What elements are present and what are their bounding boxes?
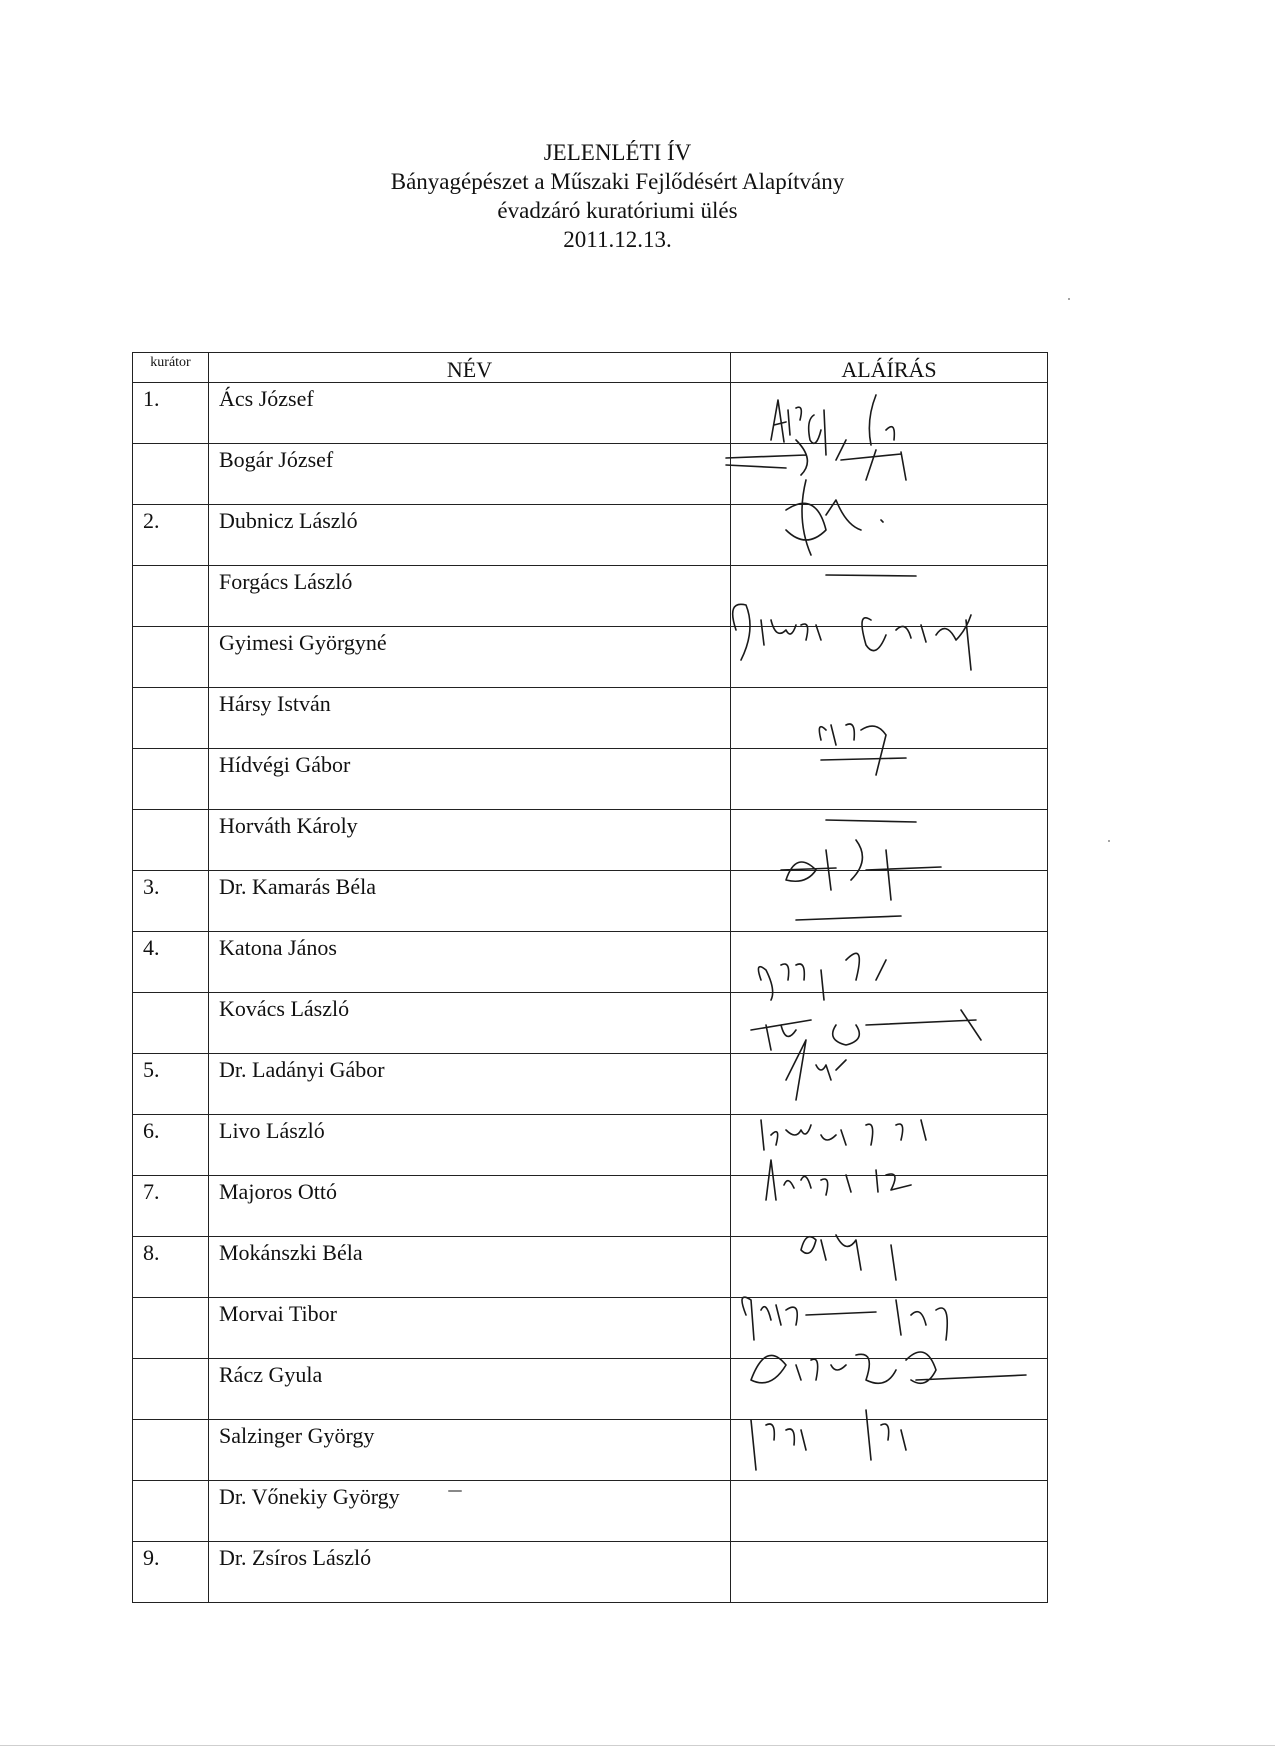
meeting-date: 2011.12.13. bbox=[563, 227, 672, 252]
kurator-number: 6. bbox=[133, 1115, 209, 1176]
table-row bbox=[133, 993, 1048, 1054]
table-row bbox=[133, 1176, 1048, 1237]
table-row bbox=[133, 1237, 1048, 1298]
signature-cell bbox=[731, 1359, 1048, 1420]
attendance-table bbox=[132, 352, 1048, 1603]
member-name: Livo László bbox=[209, 1115, 731, 1176]
signature-cell bbox=[731, 871, 1048, 932]
signature-cell bbox=[731, 566, 1048, 627]
member-name: Dubnicz László bbox=[209, 505, 731, 566]
signature-cell bbox=[731, 993, 1048, 1054]
kurator-number: 5. bbox=[133, 1054, 209, 1115]
table-row bbox=[133, 505, 1048, 566]
scan-edge-line bbox=[0, 1745, 1275, 1746]
table-row bbox=[133, 932, 1048, 993]
table-row bbox=[133, 810, 1048, 871]
table-row bbox=[133, 1054, 1048, 1115]
table-row bbox=[133, 1115, 1048, 1176]
table-row bbox=[133, 1298, 1048, 1359]
signature-cell bbox=[731, 1481, 1048, 1542]
signature-cell bbox=[731, 505, 1048, 566]
member-name: Morvai Tibor bbox=[209, 1298, 731, 1359]
document-header bbox=[0, 138, 1235, 254]
kurator-number bbox=[133, 810, 209, 871]
kurator-number bbox=[133, 566, 209, 627]
member-name: Majoros Ottó bbox=[209, 1176, 731, 1237]
table-row bbox=[133, 1542, 1048, 1603]
organization-name: Bányagépészet a Műszaki Fejlődésért Alapítvány bbox=[390, 169, 845, 194]
header-signature: ALÁÍRÁS bbox=[731, 353, 1048, 383]
table-row bbox=[133, 627, 1048, 688]
signature-cell bbox=[731, 1237, 1048, 1298]
kurator-number: 3. bbox=[133, 871, 209, 932]
signature-cell bbox=[731, 1176, 1048, 1237]
table-row bbox=[133, 1359, 1048, 1420]
member-name: Hídvégi Gábor bbox=[209, 749, 731, 810]
signature-cell bbox=[731, 810, 1048, 871]
table-row bbox=[133, 749, 1048, 810]
kurator-number bbox=[133, 627, 209, 688]
signature-cell bbox=[731, 1420, 1048, 1481]
kurator-number: 1. bbox=[133, 383, 209, 444]
signature-cell bbox=[731, 932, 1048, 993]
member-name: Gyimesi Györgyné bbox=[209, 627, 731, 688]
scan-speck bbox=[1108, 840, 1110, 842]
kurator-number bbox=[133, 1359, 209, 1420]
signature-cell bbox=[731, 1054, 1048, 1115]
document-title: JELENLÉTI ÍV bbox=[543, 140, 692, 165]
kurator-number: 4. bbox=[133, 932, 209, 993]
member-name: Forgács László bbox=[209, 566, 731, 627]
kurator-number: 9. bbox=[133, 1542, 209, 1603]
member-name: Dr. Ladányi Gábor bbox=[209, 1054, 731, 1115]
attendance-rows bbox=[133, 383, 1048, 1603]
member-name: Salzinger György bbox=[209, 1420, 731, 1481]
scan-speck bbox=[448, 1490, 462, 1492]
member-name: Katona János bbox=[209, 932, 731, 993]
kurator-number: 8. bbox=[133, 1237, 209, 1298]
kurator-number bbox=[133, 993, 209, 1054]
table-header-row bbox=[133, 353, 1048, 383]
header-kurator: kurátor bbox=[133, 353, 209, 383]
member-name: Hársy István bbox=[209, 688, 731, 749]
kurator-number bbox=[133, 1298, 209, 1359]
header-name: NÉV bbox=[209, 353, 731, 383]
signature-cell bbox=[731, 1542, 1048, 1603]
kurator-number bbox=[133, 1420, 209, 1481]
signature-cell bbox=[731, 444, 1048, 505]
kurator-number bbox=[133, 749, 209, 810]
signature-cell bbox=[731, 627, 1048, 688]
table-row bbox=[133, 1420, 1048, 1481]
signature-cell bbox=[731, 1115, 1048, 1176]
member-name: Dr. Zsíros László bbox=[209, 1542, 731, 1603]
member-name: Bogár József bbox=[209, 444, 731, 505]
member-name: Dr. Kamarás Béla bbox=[209, 871, 731, 932]
table-row bbox=[133, 444, 1048, 505]
table-row bbox=[133, 688, 1048, 749]
member-name: Rácz Gyula bbox=[209, 1359, 731, 1420]
member-name: Dr. Vőnekiy György bbox=[209, 1481, 731, 1542]
kurator-number bbox=[133, 688, 209, 749]
table-row bbox=[133, 566, 1048, 627]
table-row bbox=[133, 383, 1048, 444]
table-row bbox=[133, 1481, 1048, 1542]
signature-cell bbox=[731, 749, 1048, 810]
member-name: Mokánszki Béla bbox=[209, 1237, 731, 1298]
kurator-number: 7. bbox=[133, 1176, 209, 1237]
member-name: Kovács László bbox=[209, 993, 731, 1054]
kurator-number bbox=[133, 444, 209, 505]
signature-cell bbox=[731, 1298, 1048, 1359]
meeting-name: évadzáró kuratóriumi ülés bbox=[497, 198, 738, 223]
signature-cell bbox=[731, 688, 1048, 749]
member-name: Horváth Károly bbox=[209, 810, 731, 871]
scan-speck bbox=[1068, 298, 1070, 300]
kurator-number: 2. bbox=[133, 505, 209, 566]
kurator-number bbox=[133, 1481, 209, 1542]
member-name: Ács József bbox=[209, 383, 731, 444]
table-row bbox=[133, 871, 1048, 932]
signature-cell bbox=[731, 383, 1048, 444]
